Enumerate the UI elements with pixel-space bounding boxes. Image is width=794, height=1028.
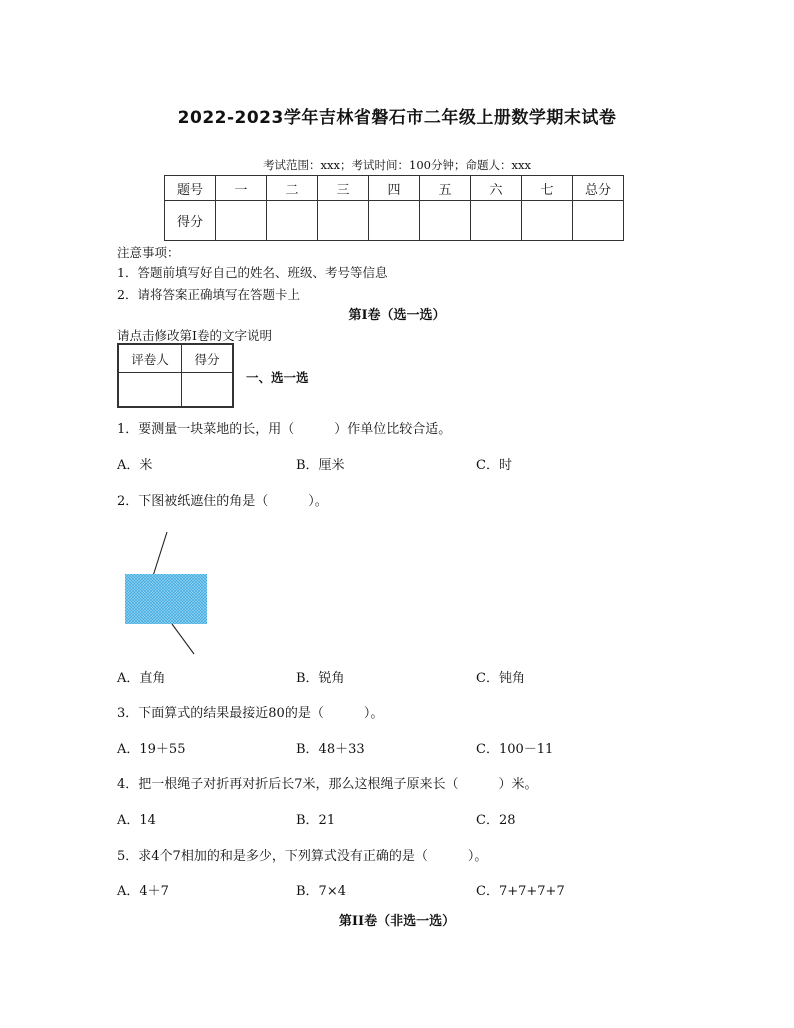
- question-5: [117, 845, 487, 864]
- option-a[interactable]: A．米: [117, 458, 153, 473]
- angle-ray-bottom: [172, 624, 194, 654]
- question-text: 3．下面算式的结果最接近80的是（: [117, 706, 324, 721]
- option-c[interactable]: C．钝角: [476, 671, 525, 686]
- question-text: ）。: [363, 706, 384, 721]
- question-4: [117, 773, 538, 792]
- grader-header-row: [118, 344, 233, 373]
- notes-item: 2．请将答案正确填写在答题卡上: [117, 287, 300, 302]
- score-table-header-row: [165, 176, 624, 201]
- score-cell: [471, 201, 522, 241]
- score-cell: [522, 201, 573, 241]
- part1-instruction: 请点击修改第I卷的文字说明: [117, 328, 272, 343]
- question-text: 4．把一根绳子对折再对折后长7米，那么这根绳子原来长（: [117, 777, 459, 792]
- covering-paper: [125, 574, 207, 624]
- option-b[interactable]: B．7×4: [296, 884, 346, 899]
- option-a[interactable]: A．直角: [117, 671, 166, 686]
- option-b[interactable]: B．21: [296, 813, 336, 828]
- score-table: [164, 175, 624, 241]
- option-a[interactable]: A．4＋7: [117, 884, 169, 899]
- score-header-cell: 五: [420, 176, 471, 201]
- question-3: [117, 702, 383, 721]
- question-2: [117, 490, 328, 509]
- angle-ray-top: [153, 532, 167, 576]
- option-b[interactable]: B．48＋33: [296, 742, 365, 757]
- grader-header-cell: 得分: [182, 344, 234, 373]
- part2-title: 第II卷（非选一选）: [338, 914, 456, 929]
- score-cell: [216, 201, 267, 241]
- grader-cell: [118, 373, 182, 408]
- score-header-cell: 四: [369, 176, 420, 201]
- score-table-score-row: [165, 201, 624, 241]
- exam-info: 考试范围：xxx；考试时间：100分钟；命题人：xxx: [263, 158, 531, 172]
- score-header-cell: 二: [267, 176, 318, 201]
- score-row-label: 得分: [165, 201, 216, 241]
- question-text: ）作单位比较合适。: [334, 422, 452, 437]
- covered-angle-figure: [115, 528, 215, 658]
- question-1: [117, 418, 451, 437]
- option-b[interactable]: B．厘米: [296, 458, 345, 473]
- score-header-cell: 题号: [165, 176, 216, 201]
- option-c[interactable]: C．时: [476, 458, 512, 473]
- option-a[interactable]: A．19＋55: [117, 742, 186, 757]
- question-text: ）。: [308, 494, 328, 509]
- section-title: 一、选一选: [246, 370, 309, 385]
- question-text: ）。: [467, 849, 488, 864]
- question-text: 1．要测量一块菜地的长，用（: [117, 422, 295, 437]
- option-c[interactable]: C．7+7+7+7: [476, 884, 565, 899]
- option-c[interactable]: C．100－11: [476, 742, 554, 757]
- score-cell: [369, 201, 420, 241]
- score-cell: [267, 201, 318, 241]
- option-b[interactable]: B．锐角: [296, 671, 345, 686]
- page-title: 2022-2023学年吉林省磐石市二年级上册数学期末试卷: [177, 108, 617, 128]
- score-cell: [573, 201, 624, 241]
- score-cell: [420, 201, 471, 241]
- part1-title: 第I卷（选一选）: [348, 308, 446, 323]
- grader-cell: [182, 373, 234, 408]
- grader-empty-row: [118, 373, 233, 408]
- question-text: 2．下图被纸遮住的角是（: [117, 494, 269, 509]
- grader-table: [117, 343, 234, 408]
- option-a[interactable]: A．14: [117, 813, 156, 828]
- score-cell: [318, 201, 369, 241]
- question-text: ）米。: [498, 777, 538, 792]
- option-c[interactable]: C．28: [476, 813, 516, 828]
- score-header-cell: 七: [522, 176, 573, 201]
- grader-header-cell: 评卷人: [118, 344, 182, 373]
- score-header-cell: 总分: [573, 176, 624, 201]
- notes-item: 1．答题前填写好自己的姓名、班级、考号等信息: [117, 265, 388, 280]
- notes-heading: 注意事项：: [117, 245, 180, 260]
- score-header-cell: 一: [216, 176, 267, 201]
- score-header-cell: 三: [318, 176, 369, 201]
- question-text: 5．求4个7相加的和是多少，下列算式没有正确的是（: [117, 849, 428, 864]
- score-header-cell: 六: [471, 176, 522, 201]
